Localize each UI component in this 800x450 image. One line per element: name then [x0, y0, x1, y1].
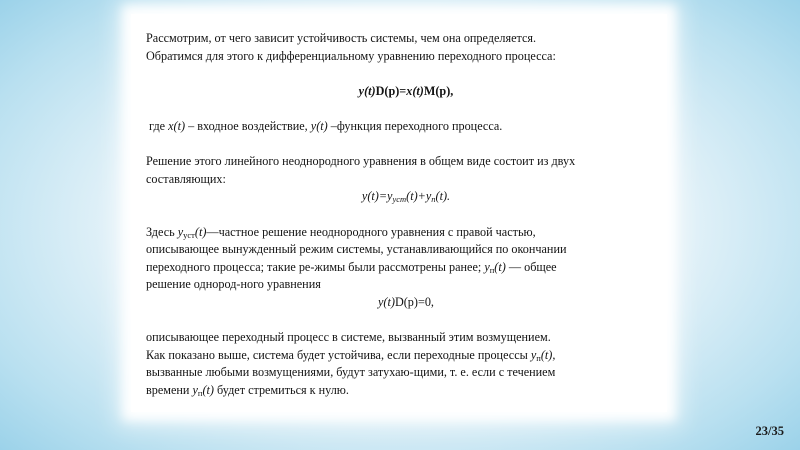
- paragraph-2-line-1: описывающее переходный процесс в системе, вызванный этим возмущением.: [146, 330, 551, 345]
- paragraph-2-line-3: вызванные любыми возмущениями, будут затухаю-щими, т. е. если с течением: [146, 365, 556, 380]
- paragraph-1-line-1: Здесь $y_{уст}(t)—частное$ решение неоднородного уравнения с правой частью,: [146, 224, 536, 240]
- intro-line-2: Обратимся для этого к дифференциальному уравнению переходного процесса:: [146, 48, 556, 63]
- equation-1: y(t)D(p)=x(t)M(p),: [358, 83, 454, 98]
- paragraph-1-line-2: описывающее вынужденный режим системы, устанавливающийся по окончании: [146, 242, 567, 257]
- slide-text: [146, 30, 666, 399]
- paragraph-1-line-3: переходного процесса; такие ре-жимы были рассмотрены ранее; $y_п(t)$ — общее: [146, 259, 557, 275]
- equation-3: y(t)D(p)=0,: [378, 294, 434, 309]
- equation-2: $y(t)=y_{уст}(t)+y_п(t)$.: [361, 189, 451, 205]
- paragraph-2-line-4: времени $y_п(t)$ будет стремиться к нулю.: [146, 382, 349, 398]
- solution-line-2: составляющих:: [146, 171, 226, 186]
- where-line: где x(t) – входное воздействие, y(t) –функция переходного процесса.: [149, 118, 503, 133]
- paragraph-2-line-2: Как показано выше, система будет устойчива, если переходные процессы $y_п(t)$,: [146, 347, 556, 363]
- solution-line-1: Решение этого линейного неоднородного уравнения в общем виде состоит из двух: [146, 154, 576, 169]
- paragraph-1-line-4: решение однород-ного уравнения: [146, 277, 321, 292]
- page-number: 23/35: [755, 424, 784, 438]
- intro-line-1: Рассмотрим, от чего зависит устойчивость системы, чем она определяется.: [146, 31, 537, 45]
